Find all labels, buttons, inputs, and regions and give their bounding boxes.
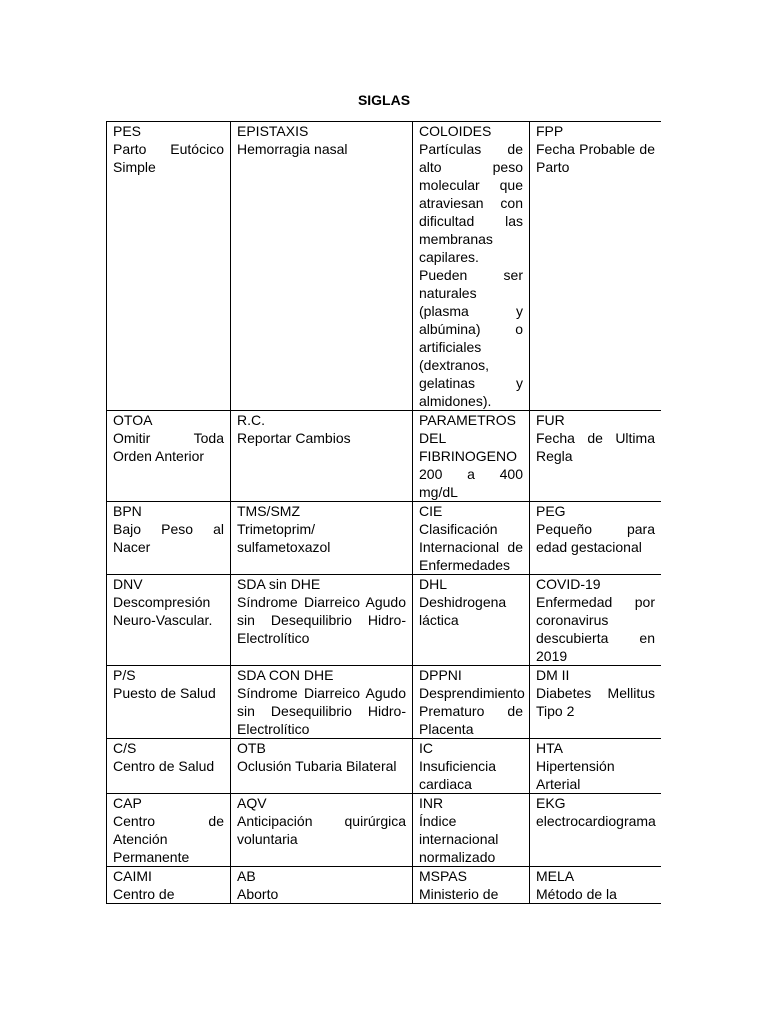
acronym-meaning: Hemorragia nasal bbox=[237, 141, 348, 157]
acronym: SDA CON DHE bbox=[237, 667, 334, 683]
table-row bbox=[107, 739, 662, 794]
acronym: CAP bbox=[113, 795, 142, 811]
acronym-meaning: electrocardiograma bbox=[536, 813, 656, 829]
table-cell bbox=[107, 794, 231, 867]
table-cell bbox=[413, 666, 530, 739]
acronym: TMS/SMZ bbox=[237, 503, 300, 519]
table-cell bbox=[231, 122, 413, 411]
table-cell bbox=[530, 739, 662, 794]
table-cell bbox=[107, 122, 231, 411]
table-row bbox=[107, 794, 662, 867]
table-cell bbox=[107, 575, 231, 666]
acronym-meaning: Anticipación quirúrgica voluntaria bbox=[237, 813, 406, 847]
acronym-meaning: Clasificación Internacional de Enfermedades bbox=[419, 521, 523, 573]
table-cell bbox=[413, 867, 530, 904]
acronym: PES bbox=[113, 123, 142, 139]
table-cell bbox=[107, 666, 231, 739]
table-cell bbox=[231, 411, 413, 502]
acronym: MSPAS bbox=[419, 868, 467, 884]
acronym-meaning: Fecha Probable de Parto bbox=[536, 141, 655, 175]
acronym: R.C. bbox=[237, 412, 265, 428]
acronym-meaning: Parto Eutócico Simple bbox=[113, 141, 224, 175]
acronym-meaning: Centro de bbox=[113, 886, 175, 902]
table-cell bbox=[231, 575, 413, 666]
table-row bbox=[107, 502, 662, 575]
table-cell bbox=[231, 867, 413, 904]
table-cell bbox=[107, 739, 231, 794]
acronym: C/S bbox=[113, 740, 137, 756]
acronym: AQV bbox=[237, 795, 267, 811]
acronym-meaning: Reportar Cambios bbox=[237, 430, 351, 446]
acronym: EKG bbox=[536, 795, 566, 811]
acronym: AB bbox=[237, 868, 256, 884]
table-cell bbox=[413, 411, 530, 502]
table-row bbox=[107, 666, 662, 739]
table-cell bbox=[413, 794, 530, 867]
table-cell bbox=[530, 502, 662, 575]
acronym-meaning: Ministerio de bbox=[419, 886, 499, 902]
acronym-meaning: Diabetes Mellitus Tipo 2 bbox=[536, 685, 655, 719]
acronym: DPPNI bbox=[419, 667, 462, 683]
acronym: MELA bbox=[536, 868, 575, 884]
table-cell bbox=[107, 411, 231, 502]
table-cell bbox=[530, 122, 662, 411]
table-cell bbox=[530, 867, 662, 904]
acronym: HTA bbox=[536, 740, 563, 756]
acronym: EPISTAXIS bbox=[237, 123, 309, 139]
acronym-meaning: Insuficiencia cardiaca bbox=[419, 758, 497, 792]
acronym-meaning: Centro de Salud bbox=[113, 758, 215, 774]
acronym-meaning: Desprendimiento Prematuro de Placenta bbox=[419, 685, 525, 737]
acronym: DM II bbox=[536, 667, 570, 683]
acronym: FUR bbox=[536, 412, 565, 428]
table-cell bbox=[530, 666, 662, 739]
acronym: SDA sin DHE bbox=[237, 576, 321, 592]
acronym-meaning: Deshidrogena láctica bbox=[419, 594, 507, 628]
acronym: OTOA bbox=[113, 412, 153, 428]
acronym-meaning: Trimetoprim/ sulfametoxazol bbox=[237, 521, 331, 555]
acronym: INR bbox=[419, 795, 444, 811]
acronym: IC bbox=[419, 740, 433, 756]
acronym-meaning: Bajo Peso al Nacer bbox=[113, 521, 224, 555]
table-cell bbox=[231, 502, 413, 575]
table-cell bbox=[413, 739, 530, 794]
table-cell bbox=[413, 502, 530, 575]
table-row bbox=[107, 575, 662, 666]
acronym: CIE bbox=[419, 503, 443, 519]
acronym: COLOIDES bbox=[419, 123, 492, 139]
acronym-meaning: Enfermedad por coronavirus descubierta en 2019 bbox=[536, 594, 655, 664]
acronym-meaning: Pequeño para edad gestacional bbox=[536, 521, 655, 555]
table-row bbox=[107, 411, 662, 502]
acronym: DHL bbox=[419, 576, 448, 592]
acronym-meaning: Hipertensión Arterial bbox=[536, 758, 615, 792]
acronym-meaning: Síndrome Diarreico Agudo sin Desequilibrio Hidro-Electrolítico bbox=[237, 594, 406, 646]
acronym: P/S bbox=[113, 667, 136, 683]
acronym-meaning: Descompresión Neuro-Vascular. bbox=[113, 594, 213, 628]
table-cell bbox=[530, 411, 662, 502]
acronym-meaning: Aborto bbox=[237, 886, 279, 902]
acronym-meaning: 200 a 400 mg/dL bbox=[419, 466, 523, 500]
table-cell bbox=[530, 575, 662, 666]
acronym-meaning: Oclusión Tubaria Bilateral bbox=[237, 758, 397, 774]
acronym: CAIMI bbox=[113, 868, 152, 884]
acronym: PARAMETROS DEL FIBRINOGENO bbox=[419, 412, 518, 464]
acronym: PEG bbox=[536, 503, 566, 519]
acronym: OTB bbox=[237, 740, 266, 756]
acronym-meaning: Partículas de alto peso molecular que atraviesan con dificultad las membranas capilares. Pueden ser naturales (plasma y albúmina) o artificiales (dextranos, gelatinas y almidones). bbox=[419, 141, 523, 409]
table-cell bbox=[231, 794, 413, 867]
table-cell bbox=[413, 575, 530, 666]
acronym-meaning: Centro de Atención Permanente bbox=[113, 813, 224, 865]
acronym-meaning: Puesto de Salud bbox=[113, 685, 216, 701]
table-row bbox=[107, 122, 662, 411]
page-title: SIGLAS bbox=[357, 92, 411, 108]
acronym: FPP bbox=[536, 123, 564, 139]
siglas-table bbox=[106, 121, 661, 904]
acronym-meaning: Síndrome Diarreico Agudo sin Desequilibrio Hidro-Electrolítico bbox=[237, 685, 406, 737]
table-cell bbox=[231, 739, 413, 794]
acronym-meaning: Método de la bbox=[536, 886, 617, 902]
table-row bbox=[107, 867, 662, 904]
acronym: COVID-19 bbox=[536, 576, 601, 592]
siglas-table-viewport bbox=[106, 121, 661, 930]
acronym-meaning: Omitir Toda Orden Anterior bbox=[113, 430, 224, 464]
acronym: BPN bbox=[113, 503, 142, 519]
acronym-meaning: Índice internacional normalizado bbox=[419, 813, 499, 865]
acronym-meaning: Fecha de Ultima Regla bbox=[536, 430, 655, 464]
acronym: DNV bbox=[113, 576, 143, 592]
table-cell bbox=[231, 666, 413, 739]
table-cell bbox=[107, 502, 231, 575]
table-cell bbox=[530, 794, 662, 867]
table-cell bbox=[413, 122, 530, 411]
table-cell bbox=[107, 867, 231, 904]
